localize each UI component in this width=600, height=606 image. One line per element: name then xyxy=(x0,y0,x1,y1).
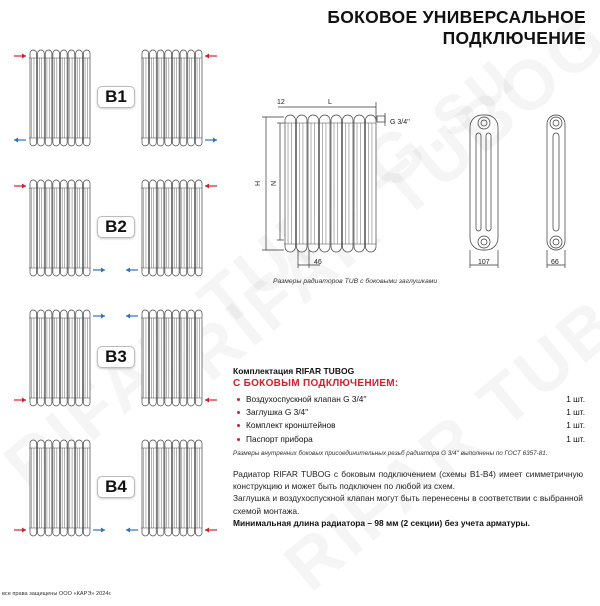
kit-subheading: С БОКОВЫМ ПОДКЛЮЧЕНИЕМ: xyxy=(233,378,399,389)
radiator-left xyxy=(29,180,90,276)
description-p2: Заглушка и воздухоспускной клапан могут быть перенесены в соответствии с выбранной схемой монтажа. xyxy=(233,493,583,516)
scheme-b4 xyxy=(0,436,225,546)
radiator-right xyxy=(141,180,202,276)
description-p1: Радиатор RIFAR TUBOG с боковым подключением (схемы В1-В4) имеет симметричную конструкцию и может быть подключен по любой из схем. xyxy=(233,469,583,492)
kit-note: Размеры внутренних боковых присоединительных резьб радиатора G 3/4'' выполнены по ГОСТ 6357-81. xyxy=(233,449,548,457)
kit-item-name: Воздухоспускной клапан G 3/4'' xyxy=(246,393,367,404)
return-arrow-icon xyxy=(93,314,105,319)
supply-arrow-icon xyxy=(14,398,26,403)
radiator-right xyxy=(141,440,202,536)
dimension-drawing xyxy=(240,90,600,280)
radiator-right xyxy=(141,310,202,406)
return-arrow-icon xyxy=(126,268,138,273)
supply-arrow-icon xyxy=(205,184,217,189)
description-p3: Минимальная длина радиатора – 98 мм (2 секции) без учета арматуры. xyxy=(233,517,530,528)
kit-item-qty: 1 шт. xyxy=(566,407,585,418)
supply-arrow-icon xyxy=(205,528,217,533)
dim-h-label: H xyxy=(255,180,262,186)
radiator-left xyxy=(29,50,90,146)
radiator-right xyxy=(141,50,202,146)
return-arrow-icon xyxy=(93,268,105,273)
kit-item-name: Паспорт прибора xyxy=(246,433,313,444)
return-arrow-icon xyxy=(126,528,138,533)
kit-item xyxy=(233,432,585,445)
dim-l-label: L xyxy=(328,99,332,106)
kit-item-qty: 1 шт. xyxy=(566,420,585,431)
page-title xyxy=(327,7,586,49)
bullet-icon xyxy=(237,398,240,401)
scheme-b2 xyxy=(0,176,225,286)
bullet-icon xyxy=(237,438,240,441)
return-arrow-icon xyxy=(14,138,26,143)
description xyxy=(233,468,583,529)
bullet-icon xyxy=(237,411,240,414)
scheme-b3 xyxy=(0,306,225,416)
kit-item-name: Комплект кронштейнов xyxy=(246,420,336,431)
scheme-label: B2 xyxy=(97,216,135,238)
kit-item-name: Заглушка G 3/4'' xyxy=(246,407,309,418)
thread-label: G 3/4'' xyxy=(390,119,410,126)
kit-item xyxy=(233,405,585,418)
scheme-label: B1 xyxy=(97,86,135,108)
kit-item xyxy=(233,392,585,405)
return-arrow-icon xyxy=(126,314,138,319)
supply-arrow-icon xyxy=(14,184,26,189)
kit-heading: Комплектация RIFAR TUBOG xyxy=(233,366,355,376)
scheme-label: B4 xyxy=(97,476,135,498)
supply-arrow-icon xyxy=(14,54,26,59)
dim-n-label: N xyxy=(271,180,278,186)
scheme-label: B3 xyxy=(97,346,135,368)
bullet-icon xyxy=(237,424,240,427)
supply-arrow-icon xyxy=(205,398,217,403)
scheme-b1 xyxy=(0,46,225,156)
dim-12-label: 12 xyxy=(277,99,285,106)
return-arrow-icon xyxy=(205,138,217,143)
title-line-2: ПОДКЛЮЧЕНИЕ xyxy=(442,28,586,48)
supply-arrow-icon xyxy=(205,54,217,59)
kit-item xyxy=(233,419,585,432)
dim-66-label: 66 xyxy=(551,259,559,266)
dim-107-label: 107 xyxy=(478,259,490,266)
dim-46-label: 46 xyxy=(314,259,322,266)
kit-section xyxy=(233,366,585,457)
supply-arrow-icon xyxy=(14,528,26,533)
radiator-left xyxy=(29,310,90,406)
return-arrow-icon xyxy=(93,528,105,533)
kit-item-qty: 1 шт. xyxy=(566,393,585,404)
title-line-1: БОКОВОЕ УНИВЕРСАЛЬНОЕ xyxy=(327,7,586,27)
copyright: все права защищены ООО «КАРЭ» 2024г. xyxy=(2,591,112,597)
kit-item-qty: 1 шт. xyxy=(566,433,585,444)
radiator-left xyxy=(29,440,90,536)
drawing-caption: Размеры радиаторов TUB с боковыми заглушками xyxy=(273,278,438,285)
